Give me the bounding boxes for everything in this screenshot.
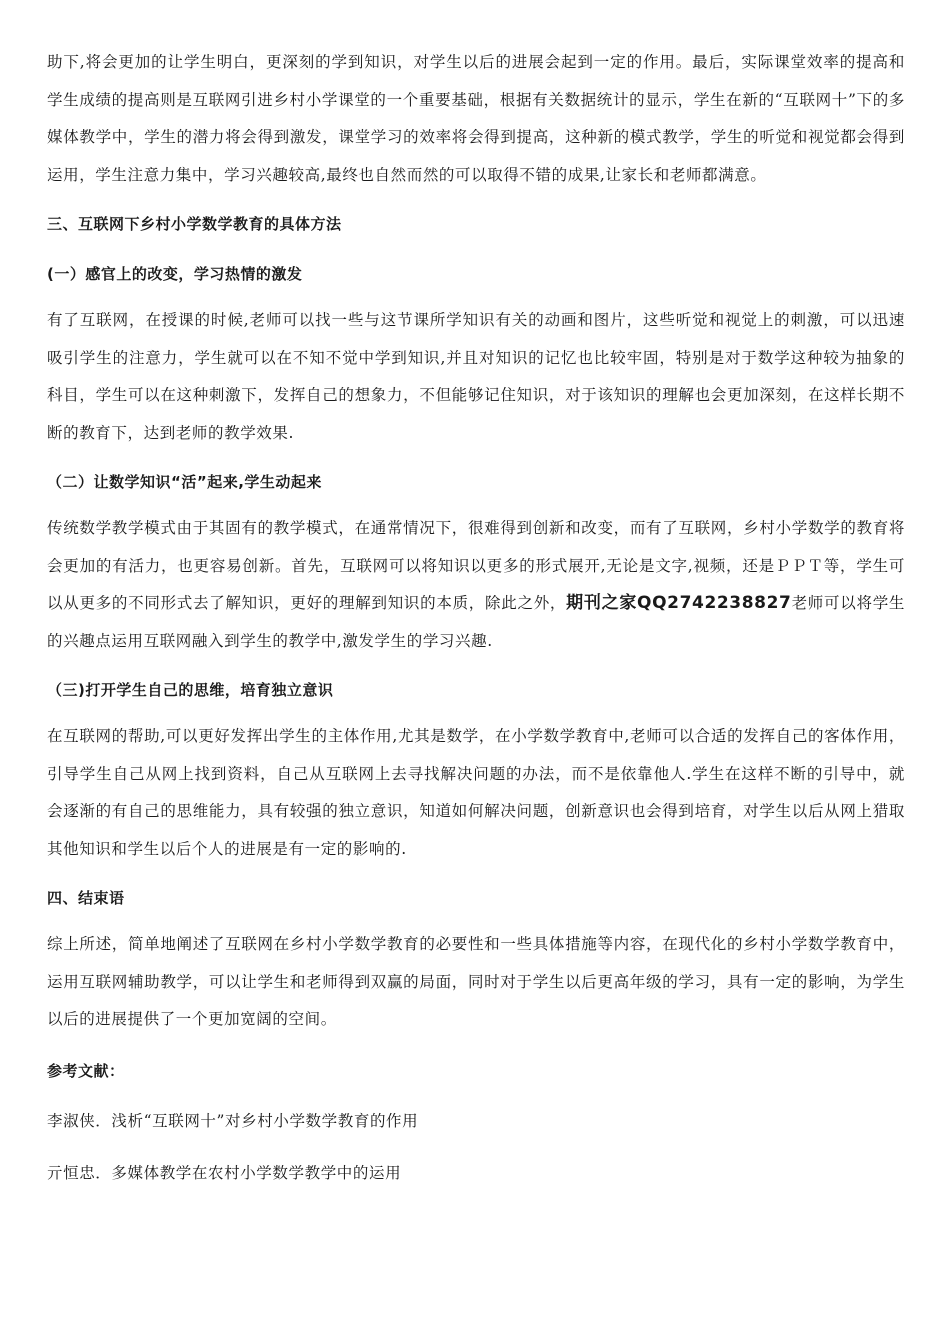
subsection-2-text-a: 传统数学教学模式由于其固有的教学模式，在通常情况下，很难得到创新和改变，而有了互联网，乡村小学数学的教育将会更加的有活力，也更容易创新。首先，互联网可以将知识以更多的形式展开,无论是文字,视频，还是ＰＰＴ等，学生可以从更多的不同形式去了解知识，更好的理解到知识的本质，除此之外， — [47, 519, 905, 612]
subsection-2-heading: （二）让数学知识“活”起来,学生动起来 — [47, 473, 322, 491]
journal-contact-text: 期刊之家QQ2742238827 — [566, 593, 792, 613]
document-body — [47, 48, 905, 1185]
references-heading: 参考文献： — [47, 1061, 125, 1080]
subsection-2-paragraph — [47, 510, 905, 660]
intro-continuation-paragraph: 助下,将会更加的让学生明白，更深刻的学到知识，对学生以后的进展会起到一定的作用。最后，实际课堂效率的提高和学生成绩的提高则是互联网引进乡村小学课堂的一个重要基础，根据有关数据统计的显示，学生在新的“互联网十”下的多媒体教学中，学生的潜力将会得到激发，课堂学习的效率将会得到提高，这种新的模式教学，学生的听觉和视觉都会得到运用，学生注意力集中，学习兴趣较高,最终也自然而然的可以取得不错的成果,让家长和老师都满意。 — [47, 53, 905, 184]
reference-item-1: 李淑侠．浅析“互联网十”对乡村小学数学教育的作用 — [47, 1111, 419, 1130]
section-4-paragraph: 综上所述，简单地阐述了互联网在乡村小学数学教育的必要性和一些具体措施等内容，在现代化的乡村小学数学教育中，运用互联网辅助教学，可以让学生和老师得到双赢的局面，同时对于学生以后更高年级的学习，具有一定的影响，为学生以后的进展提供了一个更加宽阔的空间。 — [47, 935, 905, 1028]
subsection-3-paragraph: 在互联网的帮助,可以更好发挥出学生的主体作用,尤其是数学，在小学数学教育中,老师可以合适的发挥自己的客体作用，引导学生自己从网上找到资料，自己从互联网上去寻找解决问题的办法，而不是依靠他人.学生在这样不断的引导中，就会逐渐的有自己的思维能力，具有较强的独立意识，知道如何解决问题，创新意识也会得到培育，对学生以后从网上猎取其他知识和学生以后个人的进展是有一定的影响的. — [47, 727, 905, 858]
subsection-3-heading: （三)打开学生自己的思维，培育独立意识 — [47, 681, 334, 699]
reference-item-2: 亓恒忠．多媒体教学在农村小学数学教学中的运用 — [47, 1163, 402, 1182]
section-4-heading: 四、结束语 — [47, 889, 125, 907]
subsection-2-text-b: 老师可以将学生的兴趣点运用互联网融入到学生的教学中,激发学生的学习兴趣. — [47, 594, 906, 650]
subsection-1-paragraph: 有了互联网，在授课的时候,老师可以找一些与这节课所学知识有关的动画和图片，这些听觉和视觉上的刺激，可以迅速吸引学生的注意力，学生就可以在不知不觉中学到知识,并且对知识的记忆也比较牢固，特别是对于数学这种较为抽象的科目，学生可以在这种刺激下，发挥自己的想象力，不但能够记住知识，对于该知识的理解也会更加深刻，在这样长期不断的教育下，达到老师的教学效果. — [47, 311, 905, 442]
subsection-1-heading: (一）感官上的改变，学习热情的激发 — [47, 265, 303, 283]
section-3-heading: 三、互联网下乡村小学数学教育的具体方法 — [47, 215, 342, 233]
